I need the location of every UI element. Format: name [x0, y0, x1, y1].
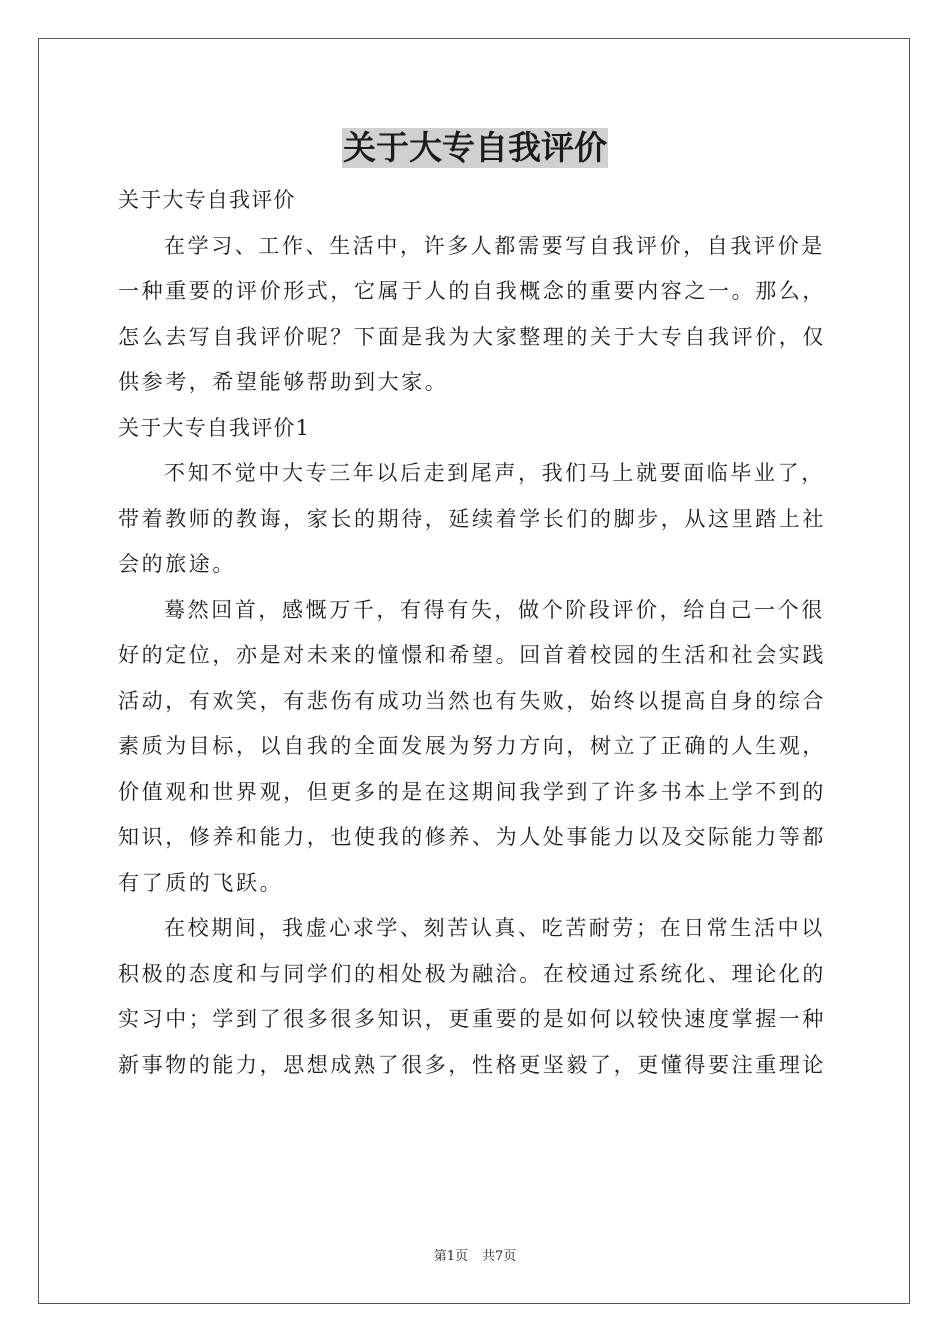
title-container: [0, 128, 950, 168]
page-number: 第1页: [433, 1249, 468, 1264]
text-line: 积极的态度和与同学们的相处极为融洽。在校通过系统化、理论化的: [118, 961, 826, 986]
text-line: 有了质的飞跃。: [118, 870, 284, 895]
text-line: 怎么去写自我评价呢？下面是我为大家整理的关于大专自我评价，仅: [118, 324, 826, 349]
text-line: 活动，有欢笑，有悲伤有成功当然也有失败，始终以提高自身的综合: [118, 688, 826, 713]
text-line: 蓦然回首，感慨万千，有得有失，做个阶段评价，给自己一个很: [164, 597, 825, 622]
text-line: 好的定位，亦是对未来的憧憬和希望。回首着校园的生活和社会实践: [118, 643, 826, 667]
text-line: 素质为目标，以自我的全面发展为努力方向，树立了正确的人生观，: [118, 734, 826, 758]
text-line: 价值观和世界观，但更多的是在这期间我学到了许多书本上学不到的: [118, 779, 826, 804]
document-title: 关于大专自我评价: [343, 128, 607, 167]
text-line: 供参考，希望能够帮助到大家。: [118, 370, 449, 394]
page-footer: [0, 1248, 950, 1266]
text-line: 知识，修养和能力，也使我的修养、为人处事能力以及交际能力等都: [118, 825, 826, 849]
document-body: [118, 178, 836, 1088]
page-total: 共7页: [482, 1249, 517, 1264]
text-line: 在校期间，我虚心求学、刻苦认真、吃苦耐劳；在日常生活中以: [164, 916, 825, 940]
text-line: 会的旅途。: [118, 552, 236, 576]
section-heading: 关于大专自我评价1: [118, 415, 311, 440]
text-line: 在学习、工作、生活中，许多人都需要写自我评价，自我评价是: [164, 233, 825, 258]
text-line: 不知不觉中大专三年以后走到尾声，我们马上就要面临毕业了，: [164, 461, 825, 485]
text-line: 实习中；学到了很多很多知识，更重要的是如何以较快速度掌握一种: [118, 1007, 826, 1031]
text-line: 带着教师的教诲，家长的期待，延续着学长们的脚步，从这里踏上社: [118, 506, 826, 531]
text-line: 一种重要的评价形式，它属于人的自我概念的重要内容之一。那么，: [118, 279, 826, 303]
text-line: 新事物的能力，思想成熟了很多，性格更坚毅了，更懂得要注重理论: [118, 1052, 826, 1077]
intro-heading: 关于大专自我评价: [118, 188, 296, 212]
